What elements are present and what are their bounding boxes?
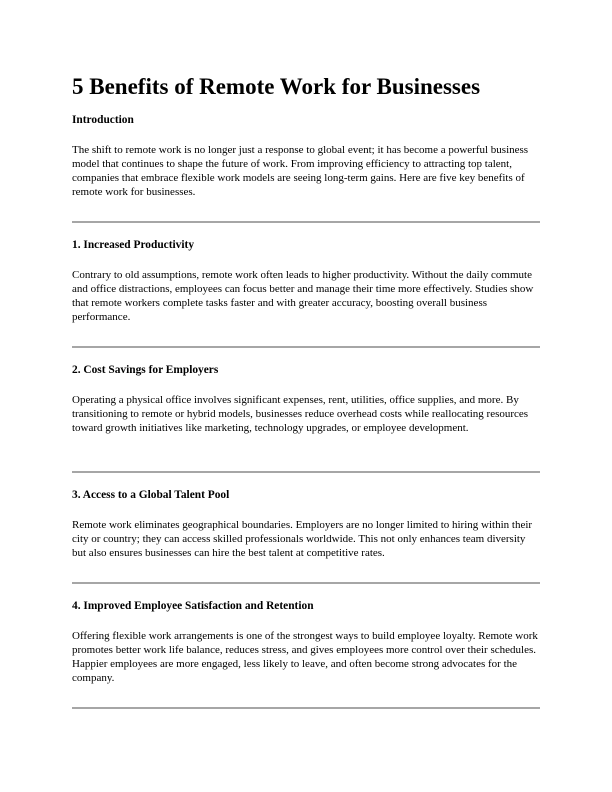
intro-paragraph: The shift to remote work is no longer just a response to global event; it has become a powerful business model that continues to shape the future of work. From improving efficiency to attracting top talent, companies that embrace flexible work models are seeing long-term gains. Here are five key benefits of remote work for businesses. [72, 144, 529, 198]
section-1-heading: 1. Increased Productivity [72, 239, 195, 251]
section-1 [72, 238, 542, 324]
section-4-paragraph: Offering flexible work arrangements is one of the strongest ways to build employee loyalty. Remote work promotes better work life balance, reduces stress, and gives employees more control over their schedules. Happier employees are more engaged, less likely to leave, and often become strong advocates for the company. [72, 630, 538, 684]
intro-heading: Introduction [72, 114, 134, 126]
section-3-paragraph: Remote work eliminates geographical boundaries. Employers are no longer limited to hiring within their city or country; they can access skilled professionals worldwide. This not only enhances team diversity but also ensures businesses can hire the best talent at competitive rates. [72, 519, 533, 559]
section-divider [72, 471, 540, 473]
section-2-heading: 2. Cost Savings for Employers [72, 364, 219, 376]
section-3-heading: 3. Access to a Global Talent Pool [72, 489, 230, 501]
section-1-paragraph: Contrary to old assumptions, remote work often leads to higher productivity. Without the daily commute and office distractions, employees can focus better and manage their time more effectively. Studies show that remote workers complete tasks faster and with greater accuracy, boosting overall business performance. [72, 269, 534, 323]
section-2-paragraph: Operating a physical office involves significant expenses, rent, utilities, office supplies, and more. By transitioning to remote or hybrid models, businesses reduce overhead costs while reallocating resources toward growth initiatives like marketing, technology upgrades, or employee development. [72, 394, 529, 434]
section-divider [72, 582, 540, 584]
document-title: 5 Benefits of Remote Work for Businesses [72, 74, 481, 99]
section-divider [72, 221, 540, 223]
section-2 [72, 363, 542, 435]
intro-section [72, 113, 542, 199]
section-4 [72, 599, 542, 685]
section-3 [72, 488, 542, 560]
section-4-heading: 4. Improved Employee Satisfaction and Retention [72, 600, 314, 612]
section-divider [72, 346, 540, 348]
section-divider [72, 707, 540, 709]
